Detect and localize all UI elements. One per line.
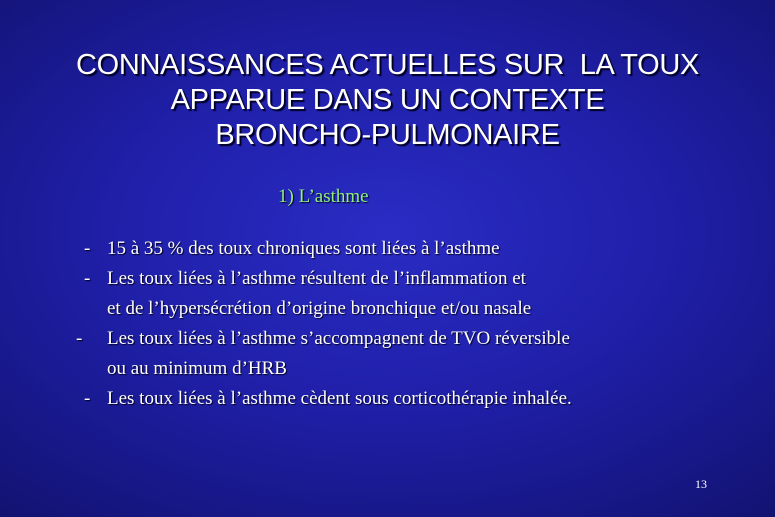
bullet-dash: - [84,238,91,259]
bullet-text: Les toux liées à l’asthme cèdent sous corticothérapie inhalée. [107,388,572,409]
title-line-1: CONNAISSANCES ACTUELLES SUR LA TOUX [75,49,700,81]
bullet-text-continuation: ou au minimum d’HRB [107,358,287,379]
bullet-dash: - [84,388,91,409]
title-line-2: APPARUE DANS UN CONTEXTE [170,84,605,116]
bullet-dash: - [76,328,83,349]
bullet-item-3 [0,324,775,354]
bullet-text: Les toux liées à l’asthme résultent de l’inflammation et [107,268,526,289]
bullet-item-2-continuation [0,294,775,324]
bullet-text: 15 à 35 % des toux chroniques sont liées à l’asthme [107,238,500,259]
bullet-list [0,234,775,414]
bullet-item-2 [0,264,775,294]
title-line-3: BRONCHO-PULMONAIRE [215,119,560,151]
bullet-item-4 [0,384,775,414]
bullet-text-continuation: et de l’hypersécrétion d’origine bronchique et/ou nasale [107,298,532,319]
bullet-dash: - [84,268,91,289]
section-subtitle: 1) L’asthme [278,186,369,207]
page-number: 13 [695,477,707,491]
bullet-item-3-continuation [0,354,775,384]
slide-title [0,48,775,153]
bullet-item-1 [0,234,775,264]
bullet-text: Les toux liées à l’asthme s’accompagnent de TVO réversible [107,328,570,349]
